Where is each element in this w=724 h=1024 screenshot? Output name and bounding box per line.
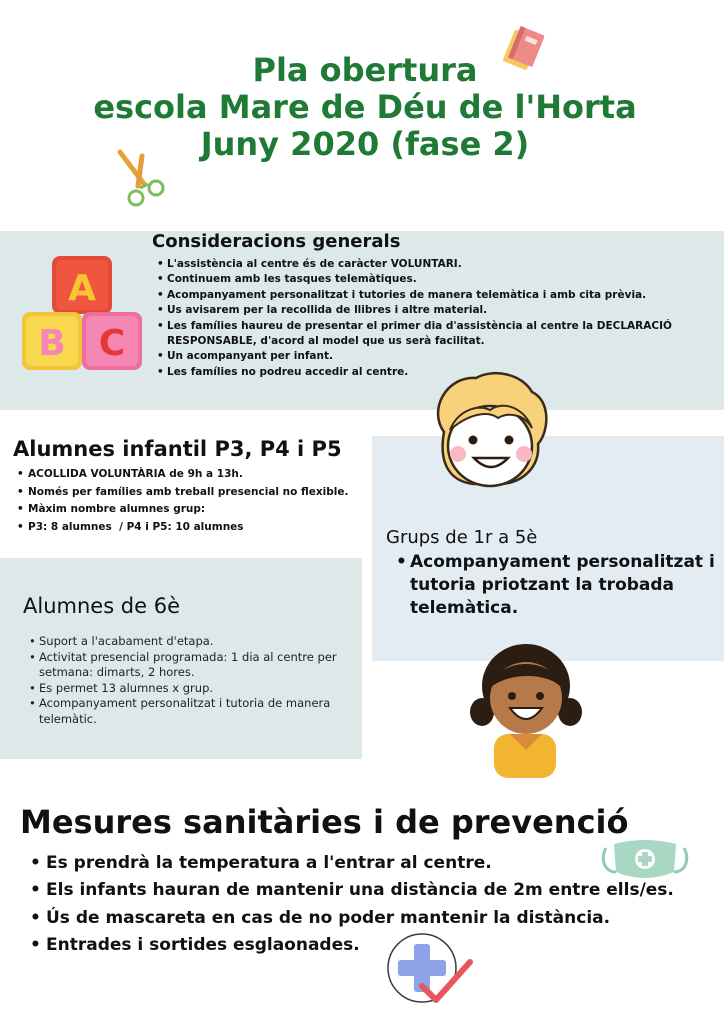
girl-face-icon [424, 370, 554, 494]
list-item: • Ús de mascareta en cas de no poder mantenir la distància. [46, 905, 674, 932]
block-letter-b: B [38, 323, 66, 364]
list-item: • L'assistència al centre és de caràcter VOLUNTARI. [167, 257, 672, 272]
title-line-2: escola Mare de Déu de l'Horta [93, 88, 637, 126]
list-item: • Es prendrà la temperatura a l'entrar al centre. [46, 850, 674, 877]
scissors-icon [114, 148, 172, 212]
child-avatar-icon [468, 642, 584, 778]
list-item: • Us avisarem per la recollida de llibres i altre material. [167, 303, 672, 318]
list-item: • Un acompanyant per infant. [167, 349, 672, 364]
list-item: • Acompanyament personalitzat i tutories de manera telemàtica i amb cita prèvia. [167, 288, 672, 303]
face-mask-icon [600, 838, 690, 884]
infantil-title: Alumnes infantil P3, P4 i P5 [13, 437, 342, 461]
list-item: • Suport a l'acabament d'etapa. [39, 634, 337, 650]
block-letter-c: C [98, 323, 126, 364]
mesures-list [46, 850, 674, 959]
list-item: • Es permet 13 alumnes x grup. [39, 681, 337, 697]
infantil-list [28, 466, 349, 536]
page-title [60, 52, 670, 163]
list-item-continuation: setmana: dimarts, 2 hores. [39, 665, 195, 679]
title-line-3: Juny 2020 (fase 2) [200, 125, 530, 163]
block-letter-a: A [68, 268, 96, 309]
list-item-continuation: telemàtic. [39, 711, 97, 726]
list-item-continuation: RESPONSABLE, d'acord al model que us serà facilitat. [167, 335, 485, 348]
sise-list [39, 634, 337, 727]
grups-title: Grups de 1r a 5è [386, 527, 538, 548]
title-line-1: Pla obertura [252, 51, 478, 89]
list-item: • Entrades i sortides esglaonades. [46, 932, 674, 959]
list-item: • Les famílies no podreu accedir al centre. [167, 365, 672, 380]
list-item-continuation: tutoria priotzant la trobada [410, 575, 675, 595]
list-item: • Acompanyament personalitzat i tutoria de manera [39, 696, 337, 712]
mesures-title: Mesures sanitàries i de prevenció [20, 803, 629, 841]
health-check-icon [382, 930, 476, 1006]
list-item: • Màxim nombre alumnes grup: [28, 501, 349, 519]
list-item: • Només per famílies amb treball presencial no flexible. [28, 484, 349, 502]
sise-title: Alumnes de 6è [23, 594, 181, 618]
grups-list [410, 551, 715, 620]
list-item: • Les famílies haureu de presentar el primer dia d'assistència al centre la DECLARACIÓ [167, 319, 672, 334]
abc-blocks-icon [22, 254, 142, 372]
list-item: • Continuem amb les tasques telemàtiques. [167, 272, 672, 287]
notebooks-icon [498, 22, 550, 78]
list-item: • Activitat presencial programada: 1 dia al centre per [39, 650, 337, 666]
list-item-continuation: telemàtica. [410, 598, 519, 618]
consideracions-list [167, 257, 672, 380]
list-item: • ACOLLIDA VOLUNTÀRIA de 9h a 13h. [28, 466, 349, 484]
consideracions-title: Consideracions generals [152, 231, 401, 252]
list-item: • Acompanyament personalitzat i [410, 551, 715, 574]
list-item: • P3: 8 alumnes / P4 i P5: 10 alumnes [28, 519, 349, 537]
list-item: • Els infants hauran de mantenir una distància de 2m entre ells/es. [46, 877, 674, 904]
